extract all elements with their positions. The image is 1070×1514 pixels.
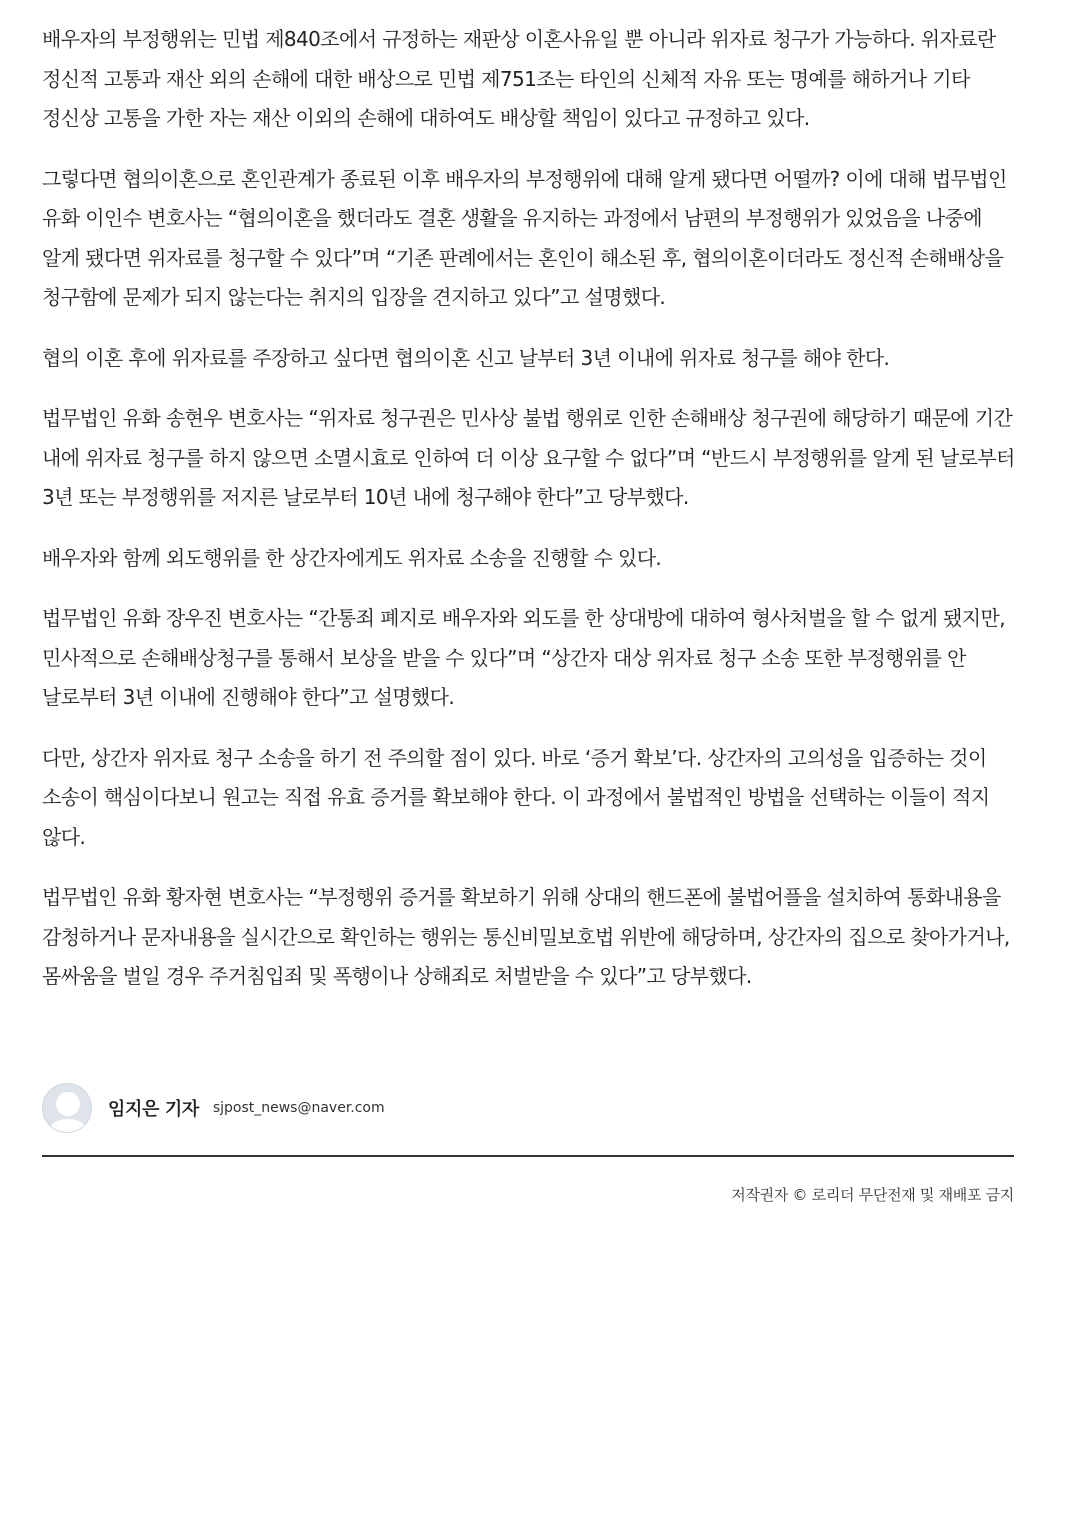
article-paragraph: 법무법인 유화 송현우 변호사는 “위자료 청구권은 민사상 불법 행위로 인한 손해배상 청구권에 해당하기 때문에 기간 내에 위자료 청구를 하지 않으면 소멸시효로 인하여 더 이상 요구할 수 없다”며 “반드시 부정행위를 알게 된 날로부터 3년 또는 부정행위를 저지른 날로부터 10년 내에 청구해야 한다”고 당부했다. bbox=[42, 406, 1015, 509]
author-name: 임지은 기자 bbox=[108, 1099, 199, 1120]
article-paragraph: 배우자의 부정행위는 민법 제840조에서 규정하는 재판상 이혼사유일 뿐 아니라 위자료 청구가 가능하다. 위자료란 정신적 고통과 재산 외의 손해에 대한 배상으로 민법 제751조는 타인의 신체적 자유 또는 명예를 해하거나 기타 정신상 고통을 가한 자는 재산 이외의 손해에 대하여도 배상할 책임이 있다고 규정하고 있다. bbox=[42, 27, 996, 130]
user-avatar-icon bbox=[42, 1083, 92, 1133]
author-email[interactable]: sjpost_news@naver.com bbox=[212, 1100, 385, 1116]
article-paragraph: 그렇다면 협의이혼으로 혼인관계가 종료된 이후 배우자의 부정행위에 대해 알게 됐다면 어떨까? 이에 대해 법무법인 유화 이인수 변호사는 “협의이혼을 했더라도 결혼 생활을 유지하는 과정에서 남편의 부정행위가 있었음을 나중에 알게 됐다면 위자료를 청구할 수 있다”며 “기존 판례에서는 혼인이 해소된 후, 협의이혼이더라도 정신적 손해배상을 청구함에 문제가 되지 않는다는 취지의 입장을 견지하고 있다”고 설명했다. bbox=[42, 166, 1007, 309]
article-paragraph: 협의 이혼 후에 위자료를 주장하고 싶다면 협의이혼 신고 날부터 3년 이내에 위자료 청구를 해야 한다. bbox=[42, 345, 890, 370]
article-paragraph: 법무법인 유화 황자현 변호사는 “부정행위 증거를 확보하기 위해 상대의 핸드폰에 불법어플을 설치하여 통화내용을 감청하거나 문자내용을 실시간으로 확인하는 행위는 통신비밀보호법 위반에 해당하며, 상간자의 집으로 찾아가거나, 몸싸움을 벌일 경우 주거침입죄 및 폭행이나 상해죄로 처벌받을 수 있다”고 당부했다. bbox=[42, 885, 1010, 988]
article-paragraph: 법무법인 유화 장우진 변호사는 “간통죄 폐지로 배우자와 외도를 한 상대방에 대하여 형사처벌을 할 수 없게 됐지만, 민사적으로 손해배상청구를 통해서 보상을 받을 수 있다”며 “상간자 대상 위자료 청구 소송 또한 부정행위를 안 날로부터 3년 이내에 진행해야 한다”고 설명했다. bbox=[42, 606, 1005, 709]
article-paragraph: 배우자와 함께 외도행위를 한 상간자에게도 위자료 소송을 진행할 수 있다. bbox=[42, 545, 662, 570]
article-paragraph: 다만, 상간자 위자료 청구 소송을 하기 전 주의할 점이 있다. 바로 ‘증거 확보’다. 상간자의 고의성을 입증하는 것이 소송이 핵심이다보니 원고는 직접 유효 증거를 확보해야 한다. 이 과정에서 불법적인 방법을 선택하는 이들이 적지 않다. bbox=[42, 745, 990, 849]
user-silhouette-icon bbox=[43, 1084, 92, 1133]
author-byline bbox=[42, 1083, 1014, 1133]
article-body bbox=[42, 20, 1017, 1018]
footer-divider bbox=[42, 1155, 1014, 1157]
copyright-notice: 저작권자 © 로리더 무단전재 및 재배포 금지 bbox=[731, 1186, 1014, 1204]
